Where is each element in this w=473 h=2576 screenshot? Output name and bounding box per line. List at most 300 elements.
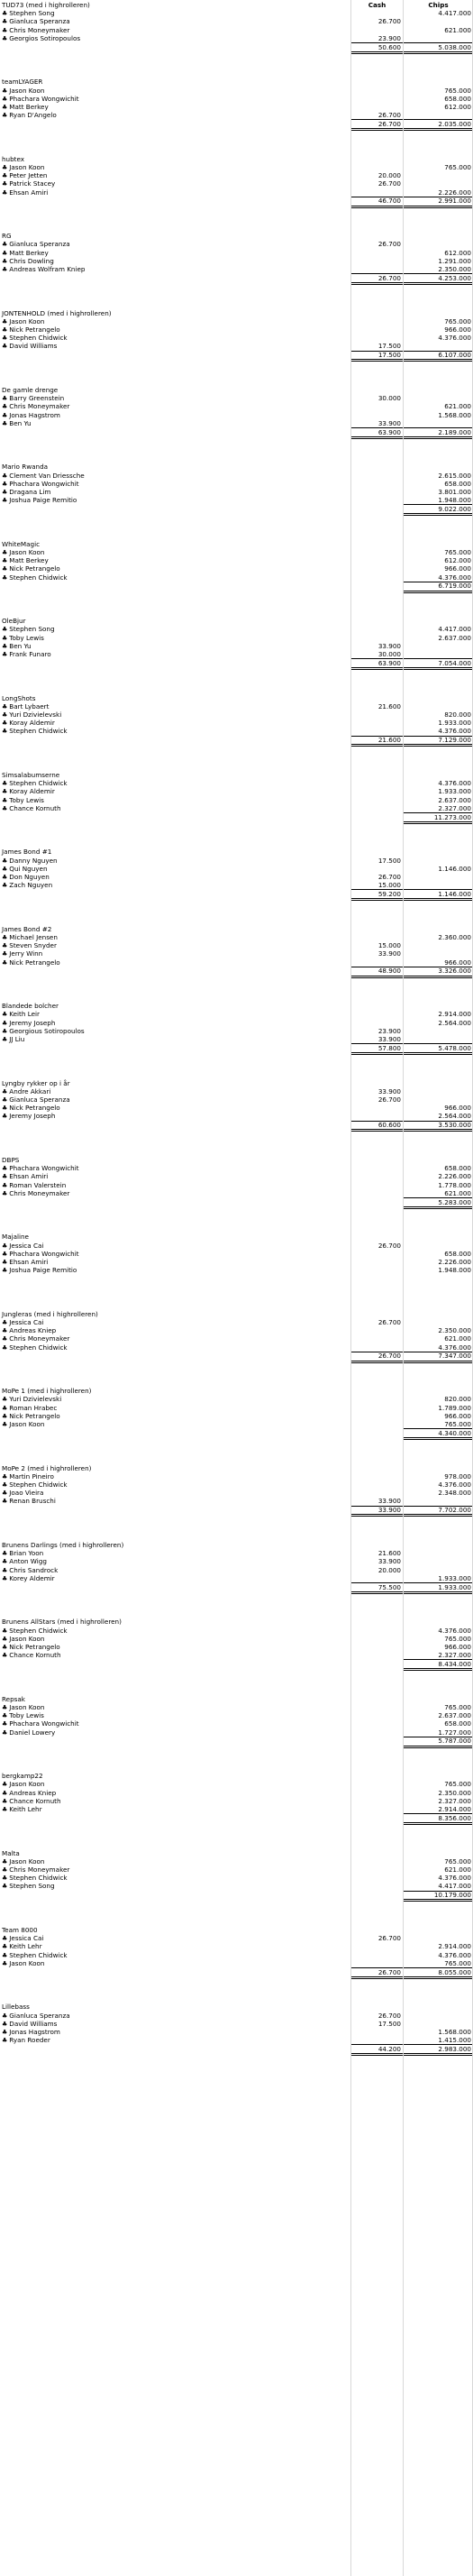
club-icon: ♣ <box>2 249 8 257</box>
total-double-rule <box>351 1129 403 1132</box>
team-header-row <box>0 1156 473 1164</box>
cash-column-header: Cash <box>368 1 387 9</box>
player-name-text: Toby Lewis <box>9 633 44 642</box>
club-icon: ♣ <box>2 1781 8 1789</box>
player-name-text: Matt Berkey <box>9 556 49 565</box>
player-name <box>2 804 61 813</box>
club-icon: ♣ <box>2 1404 8 1412</box>
total-row <box>0 1044 473 1052</box>
team-header-row <box>0 463 473 471</box>
player-name-text: Korey Aldemir <box>9 1573 55 1582</box>
player-name <box>2 1574 55 1583</box>
player-chips: 978.000 <box>444 1471 471 1481</box>
player-row <box>0 787 473 795</box>
player-chips: 2.914.000 <box>438 1942 471 1951</box>
player-name-text: Joshua Paige Remitio <box>9 1266 77 1275</box>
player-chips: 1.933.000 <box>438 1573 471 1582</box>
player-row <box>0 1805 473 1813</box>
player-row <box>0 1797 473 1805</box>
total-cash: 26.700 <box>377 1352 401 1361</box>
club-icon: ♣ <box>2 1627 8 1635</box>
club-icon: ♣ <box>2 1087 8 1095</box>
player-cash: 33.900 <box>377 641 401 650</box>
team-name: Brunens AllStars (med i highrolleren) <box>2 1618 122 1627</box>
player-name-text: Matt Berkey <box>9 248 49 257</box>
total-row <box>0 2045 473 2053</box>
total-row <box>0 505 473 513</box>
player-row <box>0 556 473 564</box>
player-name <box>2 1266 77 1275</box>
team-header-row <box>0 617 473 625</box>
player-name-text: Keith Leir <box>9 1010 40 1019</box>
player-name-text: Patrick Stacey <box>9 179 56 188</box>
player-cash: 30.000 <box>377 394 401 403</box>
club-icon: ♣ <box>2 1789 8 1797</box>
team-header-row <box>0 1310 473 1318</box>
total-double-rule <box>404 591 472 593</box>
club-icon: ♣ <box>2 411 8 419</box>
player-chips: 2.348.000 <box>438 1489 471 1498</box>
player-name-text: Renan Bruschi <box>9 1497 56 1506</box>
club-icon: ♣ <box>2 934 8 941</box>
player-chips: 2.350.000 <box>438 265 471 273</box>
player-name <box>2 1805 42 1814</box>
player-row <box>0 1728 473 1737</box>
player-row <box>0 1857 473 1866</box>
player-name-text: Anton Wigg <box>9 1557 47 1566</box>
total-chips: 5.478.000 <box>438 1043 471 1052</box>
player-chips: 1.146.000 <box>438 864 471 873</box>
team-header-row <box>0 540 473 548</box>
player-chips: 765.000 <box>444 1634 471 1643</box>
player-name-text: Georgios Sotiropoulos <box>9 33 81 42</box>
player-chips: 765.000 <box>444 163 471 171</box>
player-row <box>0 402 473 410</box>
player-name-text: Stephen Chidwick <box>9 727 68 736</box>
player-name-text: JJ Liu <box>9 1035 25 1043</box>
player-chips: 820.000 <box>444 1395 471 1404</box>
club-icon: ♣ <box>2 942 8 950</box>
club-icon: ♣ <box>2 1806 8 1813</box>
player-row <box>0 334 473 342</box>
player-chips: 966.000 <box>444 958 471 967</box>
player-chips: 658.000 <box>444 94 471 103</box>
team-header-row <box>0 1387 473 1395</box>
player-row <box>0 1412 473 1420</box>
team-name: bergkamp22 <box>2 1772 43 1781</box>
player-name-text: Frank Funaro <box>9 650 51 658</box>
total-chips: 8.356.000 <box>438 1813 471 1822</box>
player-name <box>2 1651 61 1660</box>
club-icon: ♣ <box>2 1797 8 1805</box>
club-icon: ♣ <box>2 266 8 273</box>
team-header-row <box>0 1926 473 1934</box>
player-name <box>2 958 60 967</box>
player-cash: 33.900 <box>377 1497 401 1506</box>
player-name-text: Chris Moneymaker <box>9 1866 70 1874</box>
club-icon: ♣ <box>2 1652 8 1660</box>
total-double-rule <box>351 976 403 978</box>
club-icon: ♣ <box>2 164 8 171</box>
team-name: TUD73 (med i highrolleren) <box>2 1 90 9</box>
player-chips: 2.226.000 <box>438 188 471 197</box>
player-row <box>0 1010 473 1018</box>
total-row <box>0 582 473 590</box>
player-name-text: Georgious Sotiropoulos <box>9 1026 85 1035</box>
club-icon: ♣ <box>2 882 8 890</box>
club-icon: ♣ <box>2 1720 8 1728</box>
player-chips: 3.801.000 <box>438 488 471 496</box>
player-cash: 26.700 <box>377 111 401 120</box>
player-row <box>0 1951 473 1959</box>
club-icon: ♣ <box>2 1259 8 1266</box>
player-chips: 1.778.000 <box>438 1180 471 1189</box>
player-chips: 2.615.000 <box>438 471 471 480</box>
team-header-row <box>0 1695 473 1703</box>
player-cash: 26.700 <box>377 1318 401 1326</box>
total-cash: 59.200 <box>377 889 401 898</box>
player-row <box>0 1035 473 1043</box>
player-name-text: Gianluca Speranza <box>9 240 70 249</box>
player-name-text: Ryan Roeder <box>9 2036 50 2045</box>
club-icon: ♣ <box>2 865 8 873</box>
player-name-text: Jason Koon <box>9 1856 45 1866</box>
total-double-rule <box>351 1052 403 1055</box>
club-icon: ♣ <box>2 573 8 582</box>
team-header-row <box>0 848 473 856</box>
club-icon: ♣ <box>2 651 8 658</box>
total-double-rule <box>404 1899 472 1902</box>
player-name-text: Stephen Song <box>9 625 55 634</box>
player-chips: 658.000 <box>444 1719 471 1728</box>
team-name: Mario Rwanda <box>2 463 49 472</box>
total-cash: 63.900 <box>377 658 401 667</box>
player-chips: 612.000 <box>444 248 471 257</box>
player-chips: 2.564.000 <box>438 1018 471 1027</box>
club-icon: ♣ <box>2 1712 8 1720</box>
player-row <box>0 488 473 496</box>
club-icon: ♣ <box>2 172 8 180</box>
club-icon: ♣ <box>2 1011 8 1019</box>
player-name <box>2 1882 55 1891</box>
club-icon: ♣ <box>2 728 8 736</box>
player-name-text: Jason Koon <box>9 1420 45 1428</box>
player-chips: 765.000 <box>444 1703 471 1711</box>
player-row <box>0 702 473 710</box>
club-icon: ♣ <box>2 1883 8 1891</box>
player-row <box>0 257 473 265</box>
club-icon: ♣ <box>2 180 8 188</box>
player-name <box>2 1420 45 1429</box>
club-icon: ♣ <box>2 549 8 556</box>
club-icon: ♣ <box>2 2029 8 2036</box>
player-name-text: Nick Petrangelo <box>9 1411 60 1420</box>
total-chips: 5.283.000 <box>438 1197 471 1206</box>
player-row <box>0 2020 473 2028</box>
player-chips: 1.948.000 <box>438 1266 471 1275</box>
total-cash: 26.700 <box>377 273 401 282</box>
total-double-rule <box>404 976 472 978</box>
player-chips: 966.000 <box>444 564 471 573</box>
player-chips: 765.000 <box>444 1856 471 1866</box>
player-name <box>2 1959 45 1968</box>
team-name: OleBjur <box>2 617 26 626</box>
player-chips: 1.568.000 <box>438 410 471 419</box>
player-row <box>0 573 473 582</box>
player-name <box>2 265 85 274</box>
player-row <box>0 249 473 257</box>
player-chips: 621.000 <box>444 1188 471 1197</box>
team-name: hubtex <box>2 154 25 163</box>
player-cash: 26.700 <box>377 17 401 26</box>
total-chips: 4.253.000 <box>438 273 471 282</box>
total-cash: 75.500 <box>377 1582 401 1591</box>
total-double-rule <box>351 206 403 208</box>
club-icon: ♣ <box>2 112 8 120</box>
player-name-text: Stephen Song <box>9 1882 55 1891</box>
total-double-rule <box>404 667 472 670</box>
team-name: Brunens Darlings (med i highrolleren) <box>2 1541 124 1549</box>
player-name-text: Yuri Dzivielevski <box>9 1395 62 1404</box>
player-cash: 15.000 <box>377 881 401 890</box>
player-cash: 33.900 <box>377 1557 401 1566</box>
player-name-text: Stephen Chidwick <box>9 1626 68 1635</box>
player-name-text: Gianluca Speranza <box>9 2011 70 2020</box>
total-chips: 7.702.000 <box>438 1506 471 1515</box>
total-double-rule <box>404 436 472 439</box>
club-icon: ♣ <box>2 34 8 42</box>
total-double-rule <box>404 821 472 824</box>
team-name: Simsalabumserne <box>2 771 60 779</box>
club-icon: ♣ <box>2 1335 8 1343</box>
club-icon: ♣ <box>2 87 8 95</box>
total-row <box>0 1429 473 1437</box>
team-header-row <box>0 1002 473 1010</box>
player-chips: 1.789.000 <box>438 1403 471 1412</box>
total-chips: 9.022.000 <box>438 504 471 513</box>
club-icon: ♣ <box>2 1181 8 1189</box>
player-name-text: Martin Pineiro <box>9 1471 54 1481</box>
team-header-row <box>0 386 473 394</box>
total-double-rule <box>404 1822 472 1825</box>
player-chips: 765.000 <box>444 548 471 556</box>
player-row <box>0 188 473 197</box>
team-name: MoPe 2 (med i highrolleren) <box>2 1463 92 1472</box>
player-chips: 612.000 <box>444 556 471 565</box>
total-double-rule <box>351 667 403 670</box>
club-icon: ♣ <box>2 104 8 111</box>
player-row <box>0 480 473 488</box>
total-double-rule <box>351 898 403 901</box>
club-icon: ♣ <box>2 1421 8 1428</box>
player-row <box>0 1566 473 1574</box>
player-name-text: Phachara Wongwichit <box>9 1249 79 1258</box>
player-row <box>0 1489 473 1497</box>
total-cash: 44.200 <box>377 2044 401 2053</box>
club-icon: ♣ <box>2 788 8 796</box>
club-icon: ♣ <box>2 565 8 573</box>
player-name-text: Chance Kornuth <box>9 1651 61 1660</box>
player-chips: 4.417.000 <box>438 1882 471 1891</box>
team-header-row <box>0 1 473 9</box>
club-icon: ♣ <box>2 1096 8 1104</box>
player-cash: 23.900 <box>377 33 401 42</box>
player-name-text: Stephen Song <box>9 9 55 18</box>
player-name-text: Chris Sandrock <box>9 1565 59 1574</box>
club-icon: ♣ <box>2 1644 8 1651</box>
club-icon: ♣ <box>2 489 8 496</box>
total-double-rule <box>351 1361 403 1363</box>
total-cash: 21.600 <box>377 736 401 745</box>
total-row <box>0 967 473 975</box>
club-icon: ♣ <box>2 702 8 710</box>
total-double-rule <box>404 51 472 54</box>
player-name <box>2 650 51 659</box>
player-cash: 33.900 <box>377 1035 401 1043</box>
player-row <box>0 1703 473 1711</box>
player-row <box>0 727 473 735</box>
club-icon: ♣ <box>2 18 8 26</box>
total-row <box>0 659 473 667</box>
player-row <box>0 1635 473 1643</box>
player-name-text: Roman Hrabec <box>9 1403 58 1412</box>
total-cash: 26.700 <box>377 119 401 128</box>
player-chips: 4.376.000 <box>438 573 471 582</box>
player-name-text: Ehsan Amiri <box>9 188 49 197</box>
player-chips: 658.000 <box>444 1164 471 1173</box>
player-chips: 1.933.000 <box>438 787 471 796</box>
team-name: DBPS <box>2 1156 20 1164</box>
player-row <box>0 1343 473 1352</box>
player-row <box>0 2012 473 2020</box>
club-icon: ♣ <box>2 1327 8 1335</box>
player-row <box>0 1189 473 1197</box>
player-chips: 765.000 <box>444 86 471 95</box>
player-cash: 17.500 <box>377 856 401 865</box>
total-double-rule <box>351 359 403 362</box>
club-icon: ♣ <box>2 1113 8 1121</box>
player-name-text: Clement Van Driessche <box>9 471 85 480</box>
total-double-rule <box>351 128 403 131</box>
player-name-text: Stephen Chidwick <box>9 573 68 582</box>
player-name-text: Don Nguyen <box>9 873 50 881</box>
player-name-text: Dragana Lim <box>9 488 51 496</box>
player-name-text: Jason Koon <box>9 548 45 556</box>
player-chips: 4.376.000 <box>438 727 471 736</box>
player-name-text: Koray Aldemir <box>9 719 55 728</box>
total-cash: 17.500 <box>377 351 401 360</box>
club-icon: ♣ <box>2 1019 8 1027</box>
player-row <box>0 163 473 171</box>
player-row <box>0 1095 473 1104</box>
player-name-text: Stephen Chidwick <box>9 334 68 343</box>
team-name: Blandede bolcher <box>2 1002 59 1011</box>
player-chips: 4.376.000 <box>438 1874 471 1883</box>
player-row <box>0 111 473 119</box>
total-chips: 11.273.000 <box>433 812 471 821</box>
player-cash: 26.700 <box>377 2011 401 2020</box>
total-row <box>0 43 473 51</box>
total-chips: 3.326.000 <box>438 967 471 976</box>
club-icon: ♣ <box>2 1412 8 1420</box>
player-name-text: Stephen Chidwick <box>9 779 68 788</box>
player-row <box>0 26 473 34</box>
club-icon: ♣ <box>2 780 8 788</box>
player-name <box>2 1497 56 1506</box>
player-row <box>0 1651 473 1659</box>
player-name-text: Joao Vieira <box>9 1489 44 1498</box>
player-row <box>0 1104 473 1112</box>
player-name-text: Jason Koon <box>9 163 45 171</box>
player-chips: 4.417.000 <box>438 9 471 18</box>
club-icon: ♣ <box>2 395 8 403</box>
player-name-text: Ryan D'Angelo <box>9 111 57 120</box>
total-double-rule <box>404 1514 472 1517</box>
total-chips: 2.983.000 <box>438 2044 471 2053</box>
player-chips: 2.914.000 <box>438 1805 471 1813</box>
player-name-text: David Williams <box>9 2019 58 2028</box>
player-name-text: Phachara Wongwichit <box>9 479 79 488</box>
player-name-text: Jessica Cai <box>9 1241 44 1250</box>
player-name-text: Danny Nguyen <box>9 856 58 865</box>
total-double-rule <box>404 513 472 516</box>
total-chips: 5.038.000 <box>438 42 471 51</box>
player-row <box>0 1481 473 1489</box>
total-row <box>0 1660 473 1668</box>
total-chips: 2.991.000 <box>438 197 471 206</box>
player-name <box>2 1035 24 1044</box>
player-name-text: Bart Lybaert <box>9 701 50 710</box>
total-row <box>0 428 473 436</box>
total-row <box>0 1968 473 1976</box>
player-row <box>0 1112 473 1120</box>
club-icon: ♣ <box>2 634 8 642</box>
player-row <box>0 1258 473 1266</box>
total-chips: 8.055.000 <box>438 1967 471 1976</box>
club-icon: ♣ <box>2 642 8 650</box>
club-icon: ♣ <box>2 1857 8 1866</box>
team-header-row <box>0 925 473 933</box>
player-chips: 621.000 <box>444 1866 471 1874</box>
player-chips: 2.327.000 <box>438 803 471 812</box>
player-name-text: Chris Moneymaker <box>9 402 70 411</box>
total-double-rule <box>404 206 472 208</box>
team-header-row <box>0 1541 473 1549</box>
player-name-text: Nick Petrangelo <box>9 958 60 967</box>
player-row <box>0 171 473 179</box>
total-cash: 63.900 <box>377 427 401 436</box>
player-name-text: Andre Akkari <box>9 1086 51 1095</box>
player-cash: 26.700 <box>377 873 401 881</box>
player-chips: 4.376.000 <box>438 1343 471 1352</box>
club-icon: ♣ <box>2 1728 8 1737</box>
team-name: WhiteMagic <box>2 539 41 548</box>
total-cash: 33.900 <box>377 1506 401 1515</box>
player-cash: 15.000 <box>377 941 401 950</box>
player-row <box>0 394 473 402</box>
player-chips: 820.000 <box>444 710 471 719</box>
club-icon: ♣ <box>2 1550 8 1558</box>
player-name-text: Brian Yoon <box>9 1549 44 1558</box>
player-chips: 621.000 <box>444 25 471 34</box>
club-icon: ♣ <box>2 1319 8 1326</box>
player-name <box>2 573 68 582</box>
club-icon: ♣ <box>2 950 8 958</box>
player-name-text: Jonas Hagstrom <box>9 410 60 419</box>
total-double-rule <box>351 282 403 285</box>
player-row <box>0 1934 473 1942</box>
player-name <box>2 1343 68 1352</box>
